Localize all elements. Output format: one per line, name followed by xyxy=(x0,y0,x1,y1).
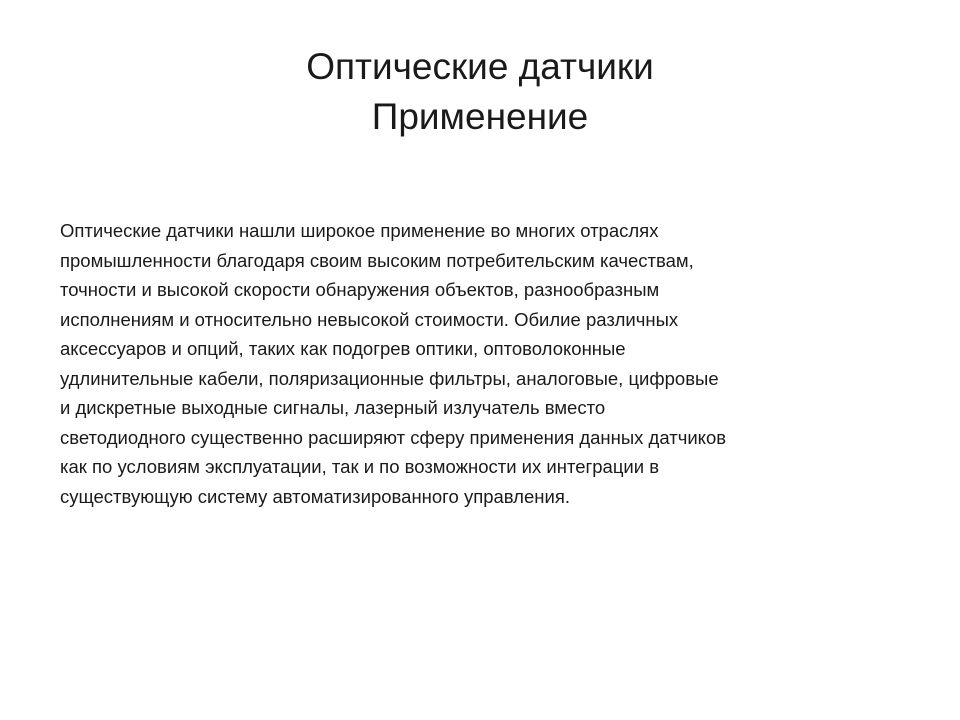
body-line: и дискретные выходные сигналы, лазерный излучатель вместо xyxy=(60,397,606,418)
body-line: существующую систему автоматизированного управления. xyxy=(60,485,570,507)
body-line: промышленности благодаря своим высоким потребительским качествам, xyxy=(60,249,694,271)
title-line-2: Применение xyxy=(371,96,589,137)
body-line: как по условиям эксплуатации, так и по возможности их интеграции в xyxy=(60,456,660,477)
body-line: Оптические датчики нашли широкое применение во многих отраслях xyxy=(60,220,659,241)
body-line: аксессуаров и опций, таких как подогрев оптики, оптоволоконные xyxy=(60,338,626,359)
slide-title xyxy=(0,42,960,142)
title-line-1: Оптические датчики xyxy=(306,46,654,87)
body-text xyxy=(60,216,910,511)
body-line: удлинительные кабели, поляризационные фильтры, аналоговые, цифровые xyxy=(60,367,719,389)
body-line: светодиодного существенно расширяют сферу применения данных датчиков xyxy=(60,426,727,448)
body-line: исполнениям и относительно невысокой стоимости. Обилие различных xyxy=(60,308,679,330)
body-line: точности и высокой скорости обнаружения объектов, разнообразным xyxy=(60,279,660,300)
